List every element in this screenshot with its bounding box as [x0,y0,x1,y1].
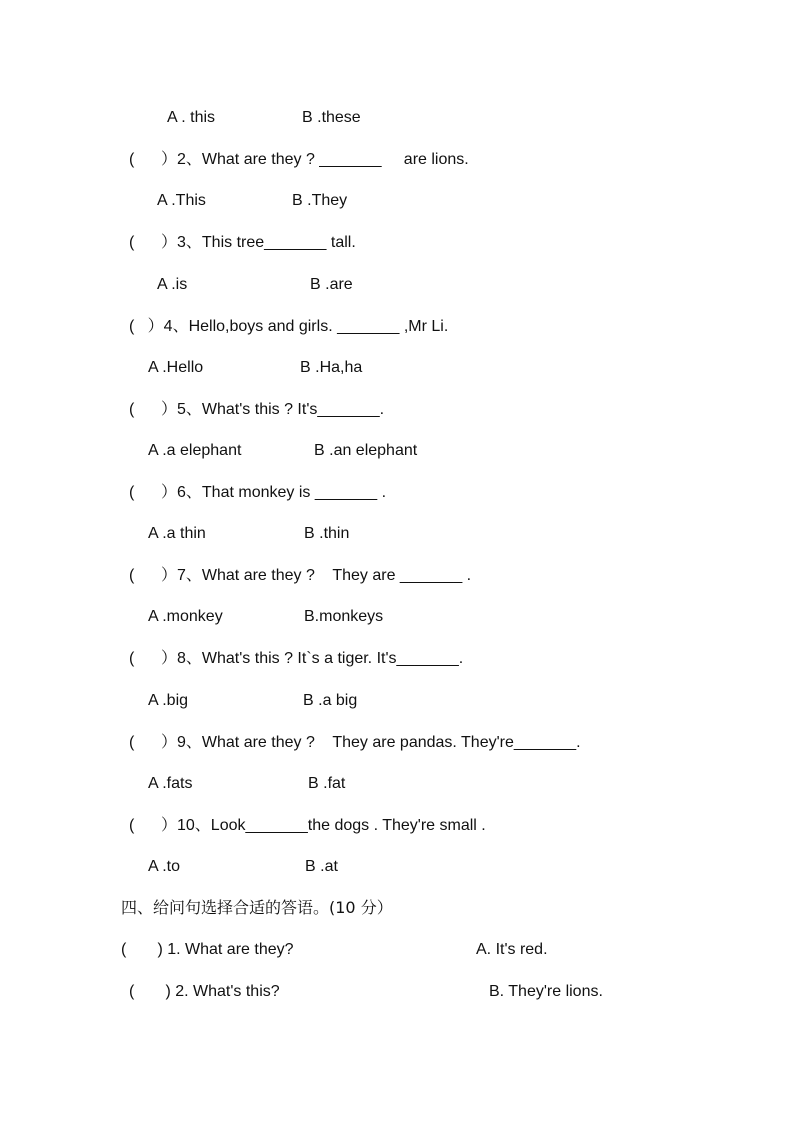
q7-option-b: B.monkeys [304,608,384,625]
question-6: ( ）6、That monkey is _______ . [129,484,387,501]
question-2: ( ）2、What are they ? _______ are lions. [129,151,469,168]
question-5: ( ）5、What's this ? It's_______. [129,401,385,418]
q3-option-b: B .are [310,276,353,293]
q4-option-b: B .Ha,ha [300,359,363,376]
q9-option-b: B .fat [308,775,346,792]
q10-option-a: A .to [148,858,181,875]
q6-option-a: A .a thin [148,525,206,542]
section-4-title: 四、给问句选择合适的答语。(10 分） [121,898,393,917]
q1-option-a: A . this [167,109,216,126]
match-answer-a: A. It's red. [476,941,548,958]
q8-option-b: B .a big [303,692,358,709]
question-7: ( ）7、What are they ? They are _______ . [129,567,472,584]
question-10: ( ）10、Look_______the dogs . They're small . [129,817,486,834]
question-3: ( ）3、This tree_______ tall. [129,234,356,251]
match-question-1: ( ) 1. What are they? [121,941,294,958]
q1-option-b: B .these [302,109,361,126]
q10-option-b: B .at [305,858,338,875]
match-answer-b: B. They're lions. [489,983,603,1000]
q2-option-b: B .They [292,192,348,209]
match-question-2: ( ) 2. What's this? [129,983,280,1000]
q3-option-a: A .is [157,276,188,293]
q5-option-a: A .a elephant [148,442,242,459]
q4-option-a: A .Hello [148,359,204,376]
question-4: ( ）4、Hello,boys and girls. _______ ,Mr Li. [129,318,449,335]
q2-option-a: A .This [157,192,206,209]
q5-option-b: B .an elephant [314,442,418,459]
q6-option-b: B .thin [304,525,350,542]
question-9: ( ）9、What are they ? They are pandas. They're_______. [129,734,581,751]
q9-option-a: A .fats [148,775,193,792]
question-8: ( ）8、What's this ? It`s a tiger. It's_______. [129,650,464,667]
q7-option-a: A .monkey [148,608,223,625]
q8-option-a: A .big [148,692,189,709]
